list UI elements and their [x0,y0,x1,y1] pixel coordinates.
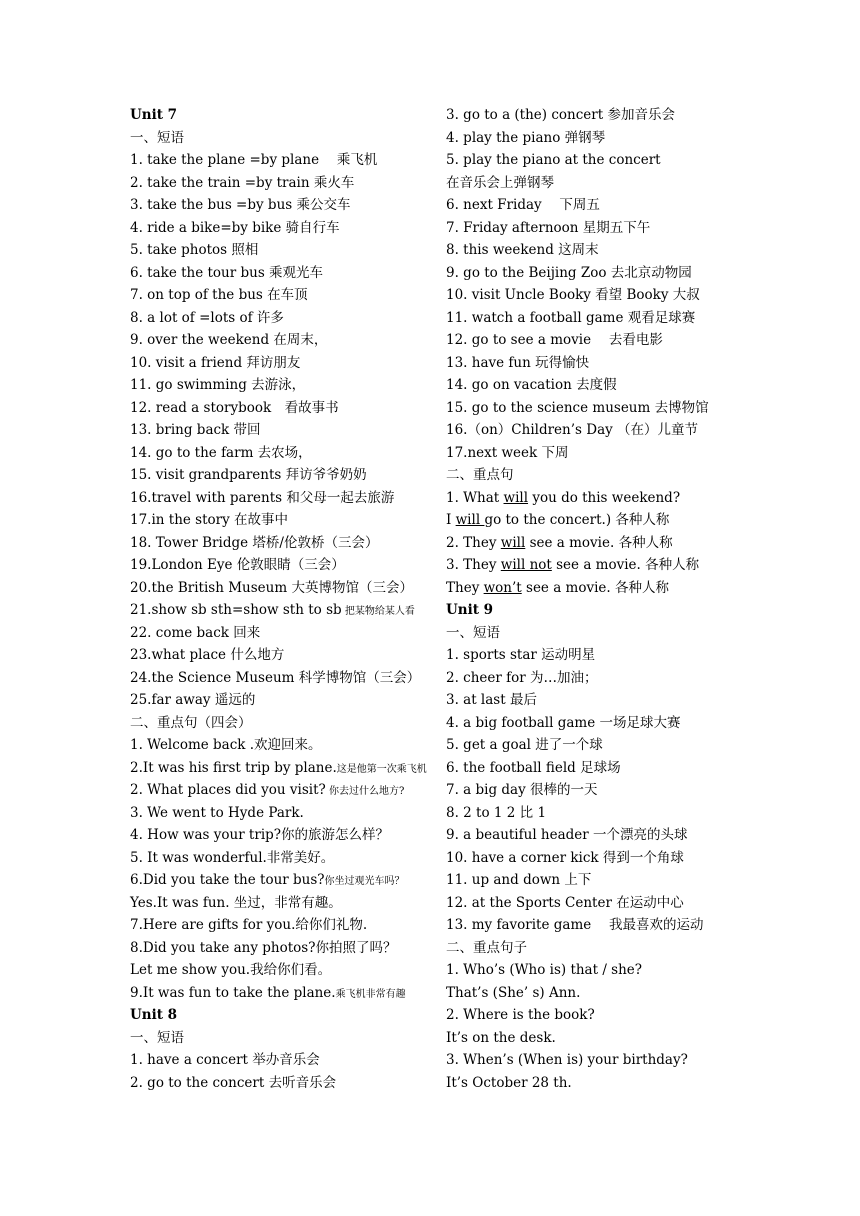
text-line [446,532,746,555]
text-line [446,262,746,285]
line-text: 6.Did you take the tour bus? [130,872,325,888]
line-text: 22. come back 回来 [130,624,261,641]
text-line [446,554,746,577]
line-text: 3. go to a (the) concert 参加音乐会 [446,107,675,123]
line-text: 6. the football field 足球场 [446,759,621,776]
line-text: 15. visit grandparents 拜访爷爷奶奶 [130,467,367,483]
line-text: Yes.It was fun. 坐过，非常有趣。 [130,894,342,911]
text-line [446,442,746,465]
text-line [446,239,746,262]
text-line [130,397,430,420]
text-line [130,1049,430,1072]
text-line [446,734,746,757]
text-line [130,937,430,960]
line-text: 12. read a storybook 看故事书 [130,399,339,416]
line-text: 7. Friday afternoon 星期五下午 [446,219,651,236]
line-text: 1. sports star 运动明星 [446,647,596,663]
line-text: 5. get a goal 进了一个球 [446,737,603,753]
text-line [446,622,746,645]
line-text: see a movie. 各种人称 [551,557,700,573]
line-text: 23.what place 什么地方 [130,647,285,663]
text-line [446,779,746,802]
text-line [446,194,746,217]
text-line [446,757,746,780]
text-line [446,284,746,307]
text-line [446,397,746,420]
text-line [130,577,430,600]
text-line [130,509,430,532]
text-line [446,869,746,892]
line-text: 3. When’s (When is) your birthday? [446,1052,688,1068]
line-text: see a movie. 各种人称 [525,534,673,551]
line-text: 4. play the piano 弹钢琴 [446,129,606,146]
unit-heading [446,599,746,622]
small-annotation: 你坐过观光车吗？ [324,876,405,887]
text-line [130,824,430,847]
line-text: 一、短语 [130,129,184,146]
text-line [446,937,746,960]
line-text: 11. go swimming 去游泳， [130,377,306,393]
line-text: 2. They [446,534,501,551]
text-line [446,307,746,330]
line-text: 2. take the train =by train 乘火车 [130,174,355,191]
line-text: 10. visit a friend 拜访朋友 [130,354,301,371]
text-line [130,779,430,802]
line-text: 4. ride a bike=by bike 骑自行车 [130,219,340,236]
text-line [446,509,746,532]
line-text: 在音乐会上弹钢琴 [446,174,554,191]
line-text: 2. go to the concert 去听音乐会 [130,1074,337,1091]
line-text: 1. have a concert 举办音乐会 [130,1052,320,1068]
text-line [446,1027,746,1050]
line-text: 二、重点句 [446,467,514,483]
line-text: 4. How was your trip?你的旅游怎么样？ [130,827,390,843]
text-line [130,959,430,982]
left-column [130,104,430,1094]
line-text: 19.London Eye 伦敦眼睛（三会） [130,557,345,573]
line-text: 5. play the piano at the concert [446,152,661,168]
line-text: go to the concert.) 各种人称 [484,512,670,528]
line-text: 14. go to the farm 去农场， [130,444,312,461]
text-line [446,847,746,870]
line-text: 8.Did you take any photos?你拍照了吗？ [130,939,397,956]
text-line [446,577,746,600]
text-line [446,959,746,982]
text-line [130,329,430,352]
line-text: 二、重点句（四会） [130,714,252,731]
text-line [130,757,430,780]
right-column [446,104,746,1094]
underlined-word: won’t [483,579,522,596]
text-line [130,712,430,735]
text-line [446,419,746,442]
text-line [130,982,430,1005]
line-text: They [446,579,484,596]
line-text: Unit 8 [130,1007,178,1023]
line-text: 2.It was his first trip by plane. [130,759,337,776]
text-line [446,667,746,690]
line-text: I [446,512,456,528]
underlined-word: will not [500,557,552,573]
text-line [130,869,430,892]
line-text: 3. We went to Hyde Park. [130,804,304,821]
line-text: 10. have a corner kick 得到一个角球 [446,849,684,866]
line-text: 10. visit Uncle Booky 看望 Booky 大叔 [446,287,700,303]
line-text: 16.（on）Children’s Day （在）儿童节 [446,422,699,438]
text-line [446,104,746,127]
line-text: 7. a big day 很棒的一天 [446,782,598,798]
text-line [130,802,430,825]
text-line [446,1049,746,1072]
line-text: 9. a beautiful header 一个漂亮的头球 [446,827,688,843]
text-line [446,914,746,937]
line-text: 11. up and down 上下 [446,872,592,888]
text-line [446,127,746,150]
line-text: 9. over the weekend 在周末， [130,332,328,348]
line-text: 一、短语 [130,1029,184,1046]
line-text: 8. this weekend 这周末 [446,242,599,258]
text-line [130,464,430,487]
line-text: 二、重点句子 [446,939,527,956]
text-line [130,419,430,442]
line-text: That’s (She’ s) Ann. [446,984,581,1001]
text-line [130,127,430,150]
text-line [446,464,746,487]
small-annotation: 把某物给某人看 [341,606,415,617]
text-line [446,689,746,712]
line-text: 3. take the bus =by bus 乘公交车 [130,197,351,213]
line-text: 16.travel with parents 和父母一起去旅游 [130,489,395,506]
unit-heading [130,1004,430,1027]
line-text: 17.next week 下周 [446,444,569,461]
text-line [446,172,746,195]
unit-heading [130,104,430,127]
line-text: 20.the British Museum 大英博物馆（三会） [130,579,413,596]
text-line [130,217,430,240]
text-line [130,689,430,712]
line-text: 7. on top of the bus 在车顶 [130,287,308,303]
line-text: 25.far away 遥远的 [130,692,256,708]
underlined-word: will [500,534,526,551]
text-line [130,847,430,870]
text-line [130,487,430,510]
text-line [130,622,430,645]
line-text: 15. go to the science museum 去博物馆 [446,399,709,416]
text-line [130,239,430,262]
line-text: Unit 9 [446,602,494,618]
line-text: Let me show you.我给你们看。 [130,962,332,978]
line-text: 21.show sb sth=show sth to sb [130,602,342,618]
text-line [130,194,430,217]
line-text: you do this weekend? [528,489,681,506]
line-text: 8. 2 to 1 2 比 1 [446,804,547,821]
text-line [130,554,430,577]
line-text: 9.It was fun to take the plane. [130,984,336,1001]
line-text: 13. my favorite game 我最喜欢的运动 [446,917,704,933]
line-text: 13. have fun 玩得愉快 [446,354,590,371]
line-text: 2. What places did you visit? [130,782,326,798]
line-text: 5. take photos 照相 [130,242,259,258]
line-text: 17.in the story 在故事中 [130,512,289,528]
underlined-word: will [503,489,529,506]
line-text: 11. watch a football game 观看足球赛 [446,309,696,326]
small-annotation: 这是他第一次乘飞机 [336,763,427,775]
text-line [446,1004,746,1027]
line-text: 4. a big football game 一场足球大赛 [446,714,681,731]
line-text: 1. What [446,489,504,506]
line-text: 8. a lot of =lots of 许多 [130,309,284,326]
text-line [446,329,746,352]
text-line [130,734,430,757]
line-text: Unit 7 [130,107,178,123]
text-line [130,532,430,555]
underlined-word: will [455,512,485,528]
text-line [446,982,746,1005]
line-text: 9. go to the Beijing Zoo 去北京动物园 [446,264,692,281]
small-annotation: 你去过什么地方? [325,786,405,797]
text-line [446,644,746,667]
text-line [130,262,430,285]
small-annotation: 乘飞机非常有趣 [335,988,406,1000]
line-text: 1. take the plane =by plane 乘飞机 [130,152,378,168]
text-line [130,172,430,195]
text-line [130,284,430,307]
text-line [130,892,430,915]
text-line [130,599,430,622]
line-text: see a movie. 各种人称 [521,579,669,596]
line-text: It’s on the desk. [446,1029,556,1046]
text-line [130,307,430,330]
text-line [446,1072,746,1095]
text-line [446,374,746,397]
line-text: 14. go on vacation 去度假 [446,377,617,393]
line-text: 24.the Science Museum 科学博物馆（三会） [130,669,421,686]
line-text: 3. They [446,557,501,573]
line-text: 2. cheer for 为…加油； [446,669,598,686]
line-text: 2. Where is the book? [446,1007,595,1023]
text-line [130,1027,430,1050]
text-line [130,914,430,937]
line-text: 7.Here are gifts for you.给你们礼物. [130,917,368,933]
text-line [130,1072,430,1095]
line-text: 12. at the Sports Center 在运动中心 [446,894,684,911]
text-line [446,824,746,847]
line-text: It’s October 28 th. [446,1074,572,1091]
text-line [446,217,746,240]
line-text: 1. Who’s (Who is) that / she? [446,962,643,978]
line-text: 13. bring back 带回 [130,422,261,438]
text-line [130,352,430,375]
line-text: 3. at last 最后 [446,692,537,708]
text-line [130,149,430,172]
line-text: 6. take the tour bus 乘观光车 [130,264,324,281]
text-line [446,712,746,735]
line-text: 1. Welcome back .欢迎回来。 [130,737,322,753]
text-line [446,892,746,915]
text-line [446,149,746,172]
line-text: 5. It was wonderful.非常美好。 [130,849,335,866]
line-text: 一、短语 [446,624,500,641]
text-line [446,487,746,510]
line-text: 12. go to see a movie 去看电影 [446,332,663,348]
text-line [130,442,430,465]
text-line [130,667,430,690]
text-line [446,352,746,375]
line-text: 6. next Friday 下周五 [446,197,600,213]
text-line [130,374,430,397]
text-line [446,802,746,825]
text-line [130,644,430,667]
line-text: 18. Tower Bridge 塔桥/伦敦桥（三会） [130,534,379,551]
